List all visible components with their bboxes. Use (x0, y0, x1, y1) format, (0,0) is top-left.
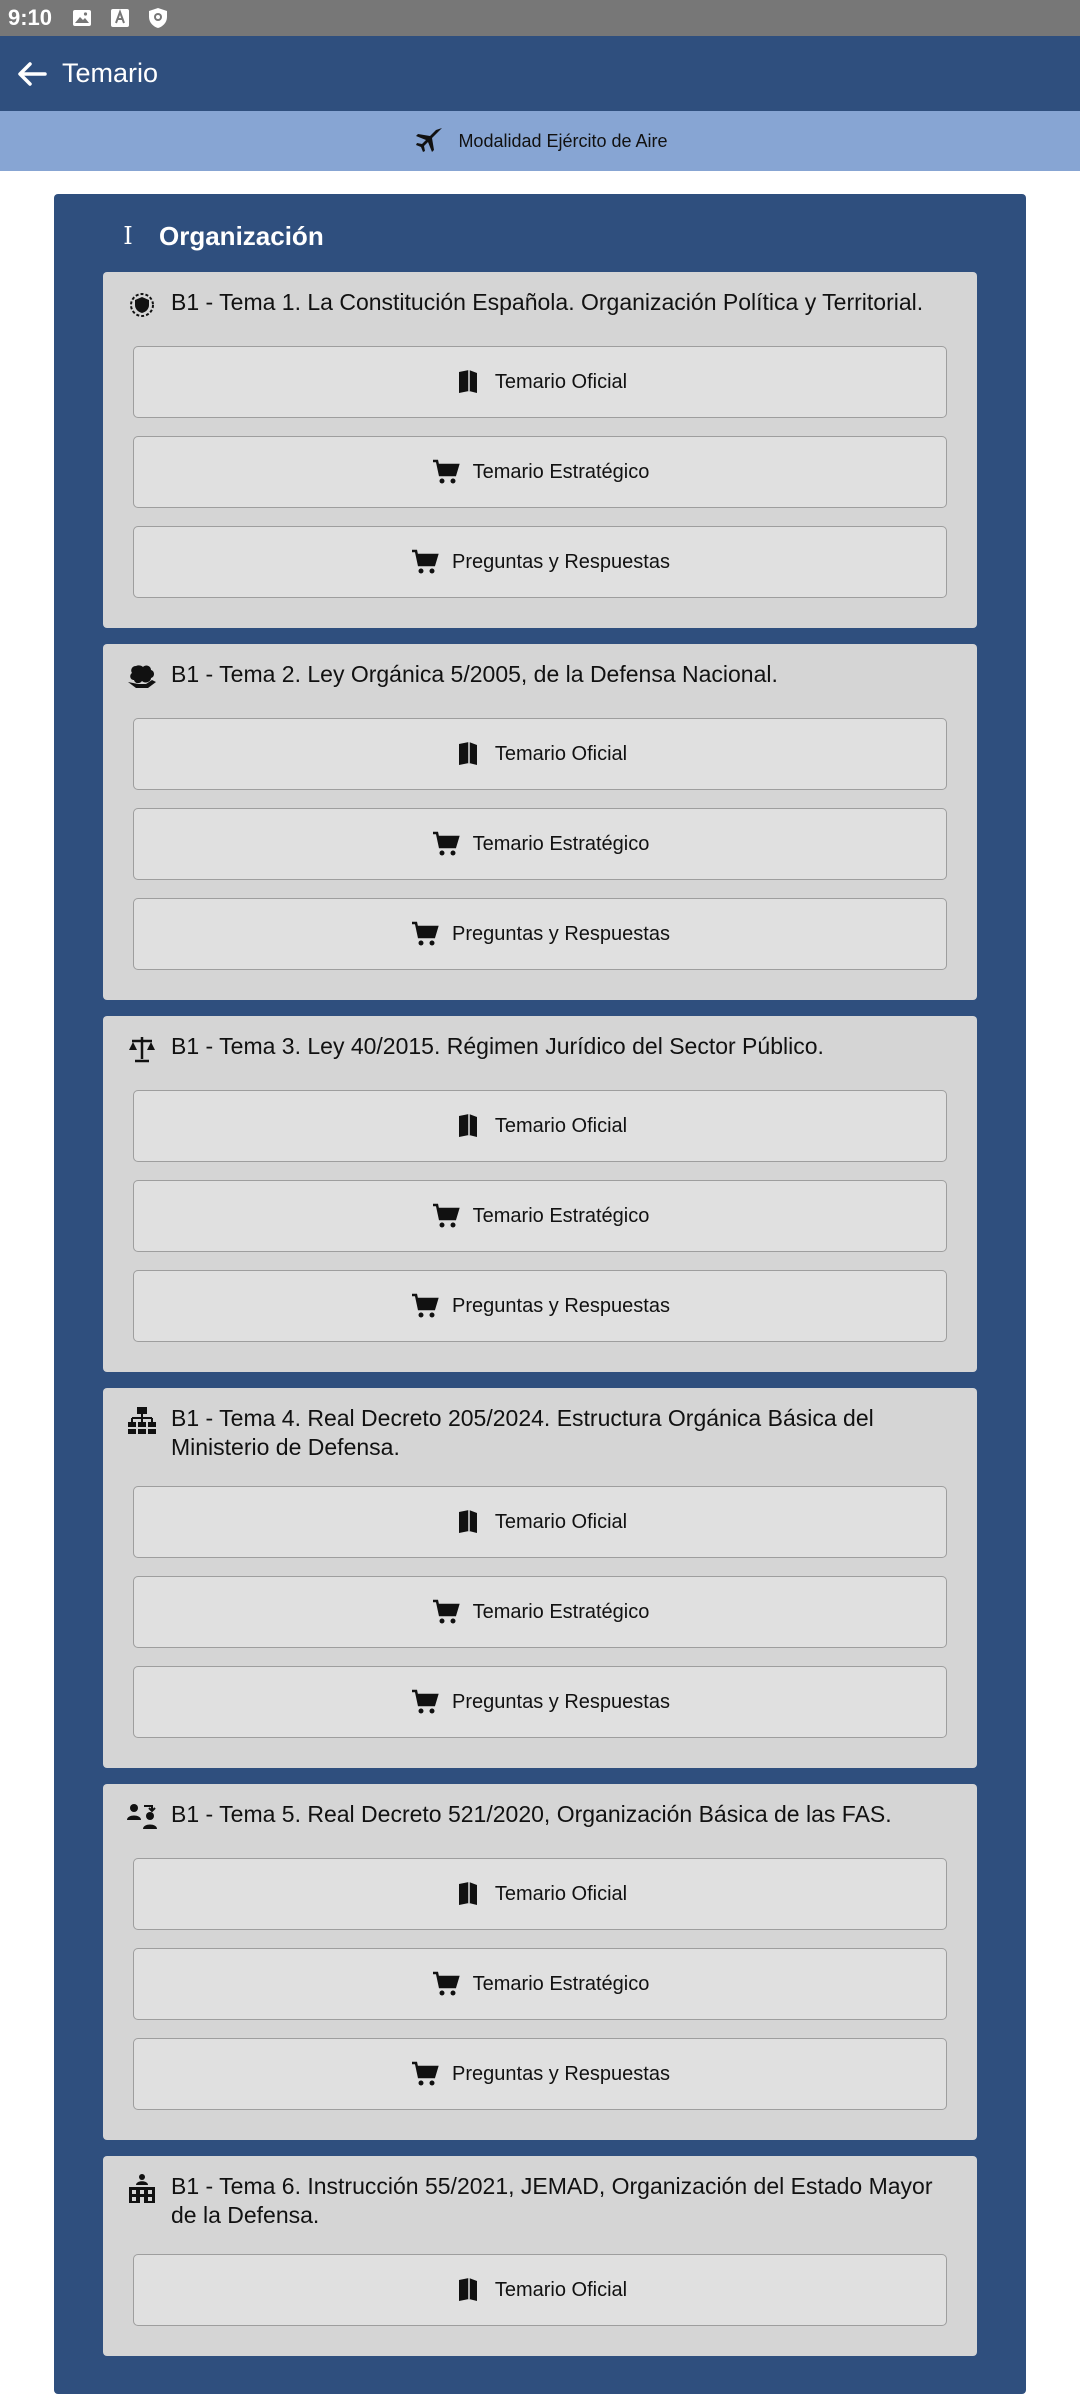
button-label: Temario Oficial (494, 1510, 628, 1533)
tema-title: B1 - Tema 5. Real Decreto 521/2020, Organización Básica de las FAS. (171, 1801, 892, 1827)
tema-card-2 (103, 644, 977, 1000)
jet-icon (412, 124, 446, 158)
tema-title: B1 - Tema 4. Real Decreto 205/2024. Estructura Orgánica Básica del Ministerio de Defensa. (171, 1405, 874, 1460)
tema-card-5 (103, 1784, 977, 2140)
app-bar (0, 36, 1080, 111)
section-number: I (123, 222, 133, 250)
back-arrow-icon[interactable] (14, 56, 50, 92)
button-label: Temario Estratégico (472, 1972, 650, 1995)
button-label: Temario Oficial (494, 2278, 628, 2301)
scales-icon (125, 1032, 159, 1066)
tema-title: B1 - Tema 1. La Constitución Española. Organización Política y Territorial. (171, 289, 924, 315)
button-label: Temario Oficial (494, 1882, 628, 1905)
preguntas-respuestas-button[interactable] (133, 2038, 947, 2110)
tema-header (125, 660, 947, 694)
section-header[interactable] (103, 212, 977, 260)
book-icon (453, 2275, 483, 2305)
shield-icon (146, 6, 170, 30)
tema-card-1 (103, 272, 977, 628)
temario-oficial-button[interactable] (133, 1858, 947, 1930)
cart-icon (431, 1969, 461, 1999)
button-label: Preguntas y Respuestas (452, 2062, 670, 2085)
temario-oficial-button[interactable] (133, 2254, 947, 2326)
status-bar (0, 0, 1080, 36)
book-icon (453, 367, 483, 397)
cart-icon (410, 547, 440, 577)
people-arrows-icon (125, 1800, 159, 1834)
tema-title: B1 - Tema 3. Ley 40/2015. Régimen Jurídico del Sector Público. (171, 1033, 824, 1059)
button-label: Preguntas y Respuestas (452, 922, 670, 945)
temario-oficial-button[interactable] (133, 718, 947, 790)
page-title: Temario (62, 58, 159, 88)
cart-icon (431, 1597, 461, 1627)
section-title: Organización (159, 220, 324, 251)
temario-estrategico-button[interactable] (133, 808, 947, 880)
temario-estrategico-button[interactable] (133, 1576, 947, 1648)
section-organizacion (54, 194, 1026, 2394)
button-label: Preguntas y Respuestas (452, 1690, 670, 1713)
temario-estrategico-button[interactable] (133, 1180, 947, 1252)
button-label: Preguntas y Respuestas (452, 1294, 670, 1317)
brain-hand-icon (125, 660, 159, 694)
font-icon (108, 6, 132, 30)
cart-icon (410, 1687, 440, 1717)
image-icon (70, 6, 94, 30)
book-icon (453, 1879, 483, 1909)
tema-card-4 (103, 1388, 977, 1768)
preguntas-respuestas-button[interactable] (133, 898, 947, 970)
tema-card-3 (103, 1016, 977, 1372)
tema-header (125, 1404, 947, 1462)
book-icon (453, 739, 483, 769)
button-label: Preguntas y Respuestas (452, 550, 670, 573)
tema-header (125, 2172, 947, 2230)
book-icon (453, 1507, 483, 1537)
cart-icon (431, 1201, 461, 1231)
tema-title: B1 - Tema 2. Ley Orgánica 5/2005, de la Defensa Nacional. (171, 661, 778, 687)
temario-estrategico-button[interactable] (133, 1948, 947, 2020)
cart-icon (431, 457, 461, 487)
cart-icon (431, 829, 461, 859)
button-label: Temario Oficial (494, 742, 628, 765)
book-icon (453, 1111, 483, 1141)
preguntas-respuestas-button[interactable] (133, 526, 947, 598)
tema-header (125, 288, 947, 322)
virus-shield-icon (125, 288, 159, 322)
button-label: Temario Oficial (494, 1114, 628, 1137)
cart-icon (410, 919, 440, 949)
tema-title: B1 - Tema 6. Instrucción 55/2021, JEMAD, Organización del Estado Mayor de la Defensa. (171, 2173, 933, 2228)
button-label: Temario Oficial (494, 370, 628, 393)
preguntas-respuestas-button[interactable] (133, 1666, 947, 1738)
button-label: Temario Estratégico (472, 1600, 650, 1623)
tema-header (125, 1032, 947, 1066)
modality-bar (0, 111, 1080, 171)
building-user-icon (125, 2172, 159, 2206)
temario-estrategico-button[interactable] (133, 436, 947, 508)
cart-icon (410, 2059, 440, 2089)
button-label: Temario Estratégico (472, 832, 650, 855)
org-chart-icon (125, 1404, 159, 1438)
preguntas-respuestas-button[interactable] (133, 1270, 947, 1342)
tema-header (125, 1800, 947, 1834)
cart-icon (410, 1291, 440, 1321)
button-label: Temario Estratégico (472, 460, 650, 483)
temario-oficial-button[interactable] (133, 1090, 947, 1162)
temario-oficial-button[interactable] (133, 1486, 947, 1558)
button-label: Temario Estratégico (472, 1204, 650, 1227)
status-time: 9:10 (8, 5, 53, 30)
tema-card-6 (103, 2156, 977, 2356)
modality-label: Modalidad Ejército de Aire (458, 130, 668, 151)
temario-oficial-button[interactable] (133, 346, 947, 418)
